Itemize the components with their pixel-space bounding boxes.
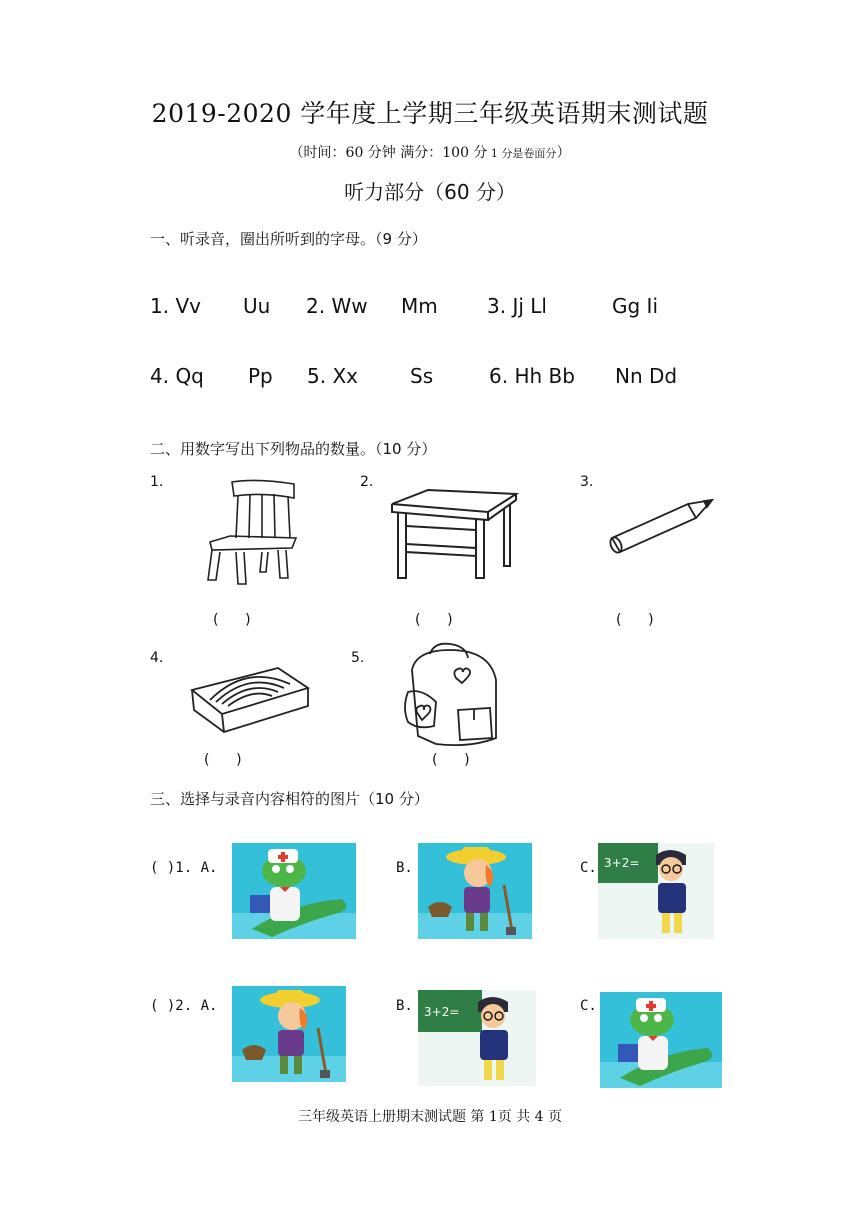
choice-prefix: ( )1. A. (150, 860, 218, 876)
exam-info-note: 1 分是卷面分 (487, 147, 557, 160)
choice-b-label: B. (396, 860, 413, 876)
choice-prefix: ( )2. A. (150, 998, 218, 1014)
doctor-crocodile-icon[interactable] (232, 843, 356, 939)
answer-blank[interactable]: ( ) (204, 752, 242, 768)
schoolbag-icon (400, 640, 500, 752)
teacher-boy-icon[interactable] (418, 990, 536, 1086)
page-footer: 三年级英语上册期末测试题 第 1页 共 4 页 (297, 1109, 563, 1125)
desk-icon (388, 486, 520, 582)
doctor-crocodile-icon[interactable] (600, 992, 722, 1088)
letter-option: Pp (248, 364, 273, 388)
exam-info-main: （时间：60 分钟 满分：100 分 (289, 145, 488, 161)
chair-icon (202, 476, 302, 588)
page-title: 2019-2020 学年度上学期三年级英语期末测试题 (151, 99, 709, 128)
blackboard-text: 3+2= (424, 1005, 460, 1019)
letter-option: 1. Vv (150, 294, 201, 318)
item-number: 5. (351, 650, 365, 666)
answer-blank[interactable]: ( ) (616, 612, 654, 628)
teacher-boy-icon[interactable] (598, 843, 714, 939)
blackboard-text: 3+2= (604, 856, 640, 870)
letter-option: 2. Ww (306, 294, 368, 318)
choice-c-label: C. (580, 860, 597, 876)
letter-option: Ss (410, 364, 434, 388)
question-2-heading: 二、用数字写出下列物品的数量。（10 分） (150, 440, 437, 458)
letter-option: 5. Xx (307, 364, 358, 388)
section-title: 听力部分（60 分） (344, 180, 516, 204)
choice-b-label: B. (396, 998, 413, 1014)
exam-info-end: ） (556, 145, 571, 161)
question-3-heading: 三、选择与录音内容相符的图片（10 分） (150, 790, 429, 808)
item-number: 4. (150, 650, 164, 666)
exam-info (0, 142, 860, 162)
farmer-boy-icon[interactable] (232, 986, 346, 1082)
item-number: 1. (150, 474, 164, 490)
item-number: 3. (580, 474, 594, 490)
pencil-box-icon (186, 664, 312, 734)
letter-option: 4. Qq (150, 364, 204, 388)
farmer-boy-icon[interactable] (418, 843, 532, 939)
answer-blank[interactable]: ( ) (213, 612, 251, 628)
answer-blank[interactable]: ( ) (432, 752, 470, 768)
pencil-icon (604, 494, 716, 558)
question-1-heading: 一、听录音，圈出所听到的字母。（9 分） (150, 230, 427, 248)
letter-option: Gg Ii (612, 294, 659, 318)
letter-option: 3. Jj Ll (487, 294, 547, 318)
item-number: 2. (360, 474, 374, 490)
letter-option: Mm (401, 294, 438, 318)
letter-option: Uu (243, 294, 271, 318)
answer-blank[interactable]: ( ) (415, 612, 453, 628)
letter-option: 6. Hh Bb (489, 364, 575, 388)
choice-c-label: C. (580, 998, 597, 1014)
letter-option: Nn Dd (615, 364, 678, 388)
